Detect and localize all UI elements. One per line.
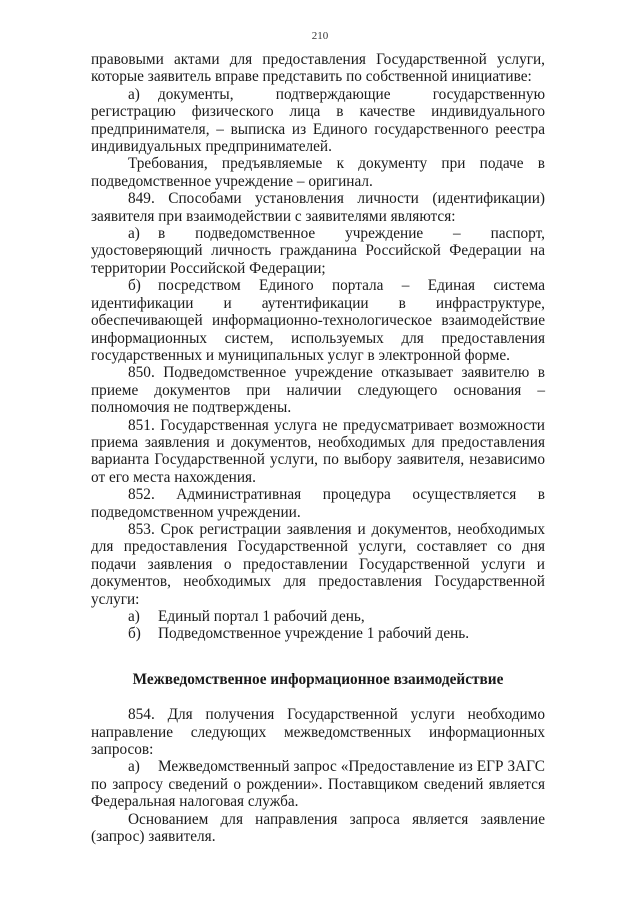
paragraph: Основанием для направления запроса является заявление (запрос) заявителя. [91, 810, 545, 846]
list-item-text: посредством Единого портала – Единая система идентификации и аутентификации в инфраструктуре, обеспечивающей информационно-технологическое взаимодействие информационных систем, используемых для предоставления государственных и муниципальных услуг в электронной форме. [91, 277, 545, 364]
list-item-marker: а) [128, 758, 140, 776]
list-item-text: документы, подтверждающие государственную регистрацию физического лица в качестве индивидуального предпринимателя, – выписка из Единого государственного реестра индивидуальных предпринимателей. [91, 85, 545, 156]
list-item-text: Межведомственный запрос «Предоставление из ЕГР ЗАГС по запросу сведений о рождении». Поставщиком сведений является Федеральная налоговая служба. [91, 758, 545, 811]
paragraph: 852. Административная процедура осуществляется в подведомственном учреждении. [91, 486, 545, 521]
paragraph: 849. Способами установления личности (идентификации) заявителя при взаимодействии с заявителями являются: [91, 190, 545, 225]
list-item [91, 608, 545, 625]
paragraph: Требования, предъявляемые к документу при подаче в подведомственное учреждение – оригинал. [91, 155, 545, 190]
page-number: 210 [311, 30, 329, 42]
paragraph: 854. Для получения Государственной услуги необходимо направление следующих межведомственных информационных запросов: [91, 706, 545, 759]
list-item-marker: а) [128, 225, 140, 243]
list-item [91, 277, 545, 364]
paragraph: правовыми актами для предоставления Государственной услуги, которые заявитель вправе представить по собственной инициативе: [91, 51, 545, 86]
list-item-text: в подведомственное учреждение – паспорт, удостоверяющий личность гражданина Российской Федерации на территории Российской Федерации; [91, 225, 545, 277]
list-item-text: Единый портал 1 рабочий день, [158, 608, 365, 625]
list-item-marker: б) [128, 277, 141, 295]
document-body [91, 51, 545, 845]
list-item-marker: б) [128, 625, 141, 643]
list-item [91, 625, 545, 642]
list-item-text: Подведомственное учреждение 1 рабочий день. [158, 625, 470, 643]
list-item [91, 86, 545, 156]
list-item [91, 758, 545, 810]
paragraph: 851. Государственная услуга не предусматривает возможности приема заявления и документов, необходимых для предоставления варианта Государственной услуги, по выбору заявителя, независимо от его места нахождения. [91, 416, 545, 486]
paragraph: 850. Подведомственное учреждение отказывает заявителю в приеме документов при наличии следующего основания – полномочия не подтверждены. [91, 364, 545, 417]
list-item-marker: а) [128, 608, 140, 625]
paragraph: 853. Срок регистрации заявления и документов, необходимых для предоставления Государственной услуги, составляет со дня подачи заявления о предоставлении Государственной услуги и документов, необходимых для предоставления Государственной услуги: [91, 520, 545, 608]
list-item [91, 225, 545, 277]
list-item-marker: а) [128, 85, 140, 103]
section-heading: Межведомственное информационное взаимодействие [132, 670, 504, 688]
